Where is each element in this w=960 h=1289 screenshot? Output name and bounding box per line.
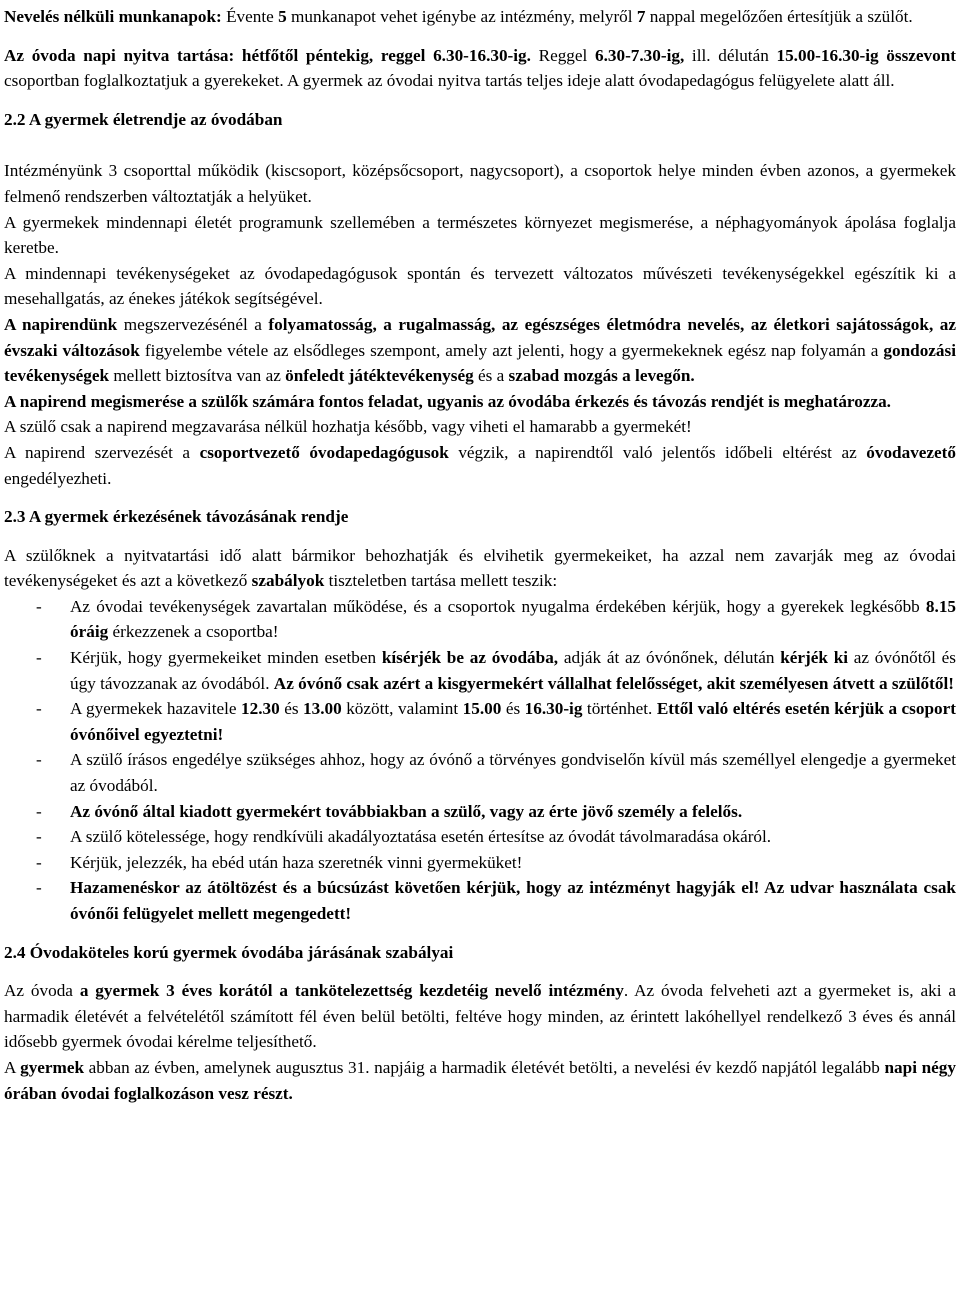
text-run: Intézményünk 3 csoporttal működik (kiscsoport, középsőcsoport, nagycsoport), a csoportok helye minden évben azonos, a gyermekek felmenő rendszerben változtatják a helyüket. [4,161,956,206]
bold-text-run: 15.00-16.30-ig összevont [776,45,957,65]
bold-text-run: gondozási tevékenységek [4,340,956,386]
bold-text-run: a gyermek 3 éves korától a tankötelezettség kezdetéig nevelő intézmény [79,981,624,1001]
bold-text-run: önfeledt játéktevékenység [285,366,474,386]
bold-text-run: Az óvoda napi nyitva tartása: hétfőtől péntekig, reggel 6.30-16.30-ig. [4,45,531,65]
text-run: megszervezésénél a [117,314,269,334]
list-dash: - [36,648,42,668]
text-run: A napirend szervezését a [4,442,200,462]
section-2-2-paragraph-4 [4,312,956,389]
list-dash: - [36,750,42,770]
text-run: és [501,699,525,719]
rules-list [4,594,956,927]
spacer [4,132,956,158]
list-item-text [70,802,742,821]
list-item [4,696,956,747]
section-2-4-paragraph-2 [4,1055,956,1106]
text-run: Kérjük, hogy gyermekeiket minden esetben [70,648,382,668]
text-run: figyelembe vétele az elsődleges szempont, amely azt jelenti, hogy a gyermekeknek egész nap folyamán a [139,340,884,360]
bold-text-run: 16.30-ig [524,699,583,719]
bold-text-run: 6.30-7.30-ig, [594,45,685,65]
list-item-text [70,853,522,872]
list-item-text [70,648,956,693]
text-run: Évente [221,7,279,26]
list-dash: - [36,699,42,719]
bold-text-run: 8.15 óráig [70,596,956,642]
section-2-4-heading: 2.4 Óvodaköteles korú gyermek óvodába járásának szabályai [4,942,454,962]
section-2-2-paragraph-1 [4,158,956,209]
spacer [4,927,956,940]
text-run: történhet. [582,699,657,719]
bold-text-run: kísérjék be az óvodába, [381,648,559,668]
list-item-text [70,597,956,642]
text-run: mellett biztosítva van az [109,366,286,386]
bold-text-run: 13.00 [303,699,342,719]
text-run: A szülő írásos engedélye szükséges ahhoz, hogy az óvónő a törvényes gondviselőn kívül más személlyel elengedje a gyermeket az óvodából. [70,750,956,796]
section-2-4-paragraph-1 [4,978,956,1055]
bold-text-run: gyermek [20,1057,85,1077]
text-run: az óvónőtől és úgy távozzanak az óvodából. [70,648,956,693]
text-run: A szülő csak a napirend megzavarása nélkül hozhatja később, vagy viheti el hamarabb a gyermekét! [4,417,692,437]
text-run: nappal megelőzően értesítjük a szülőt. [645,7,913,26]
bold-text-run: Ettől való eltérés esetén kérjük a csoport óvónőivel egyeztetni! [70,699,956,744]
list-item-text [70,827,771,846]
text-run: csoportban foglalkoztatjuk a gyerekeket. A gyermek az óvodai nyitva tartás teljes ideje alatt óvodapedagógus felügyelete alatt áll. [4,71,895,91]
section-2-3-intro [4,543,956,594]
text-run: A mindennapi tevékenységeket az óvodapedagógusok spontán és tervezett változatos művészeti tevékenységekkel egészítik ki a mesehallgatás, az énekes játékok segítségével. [4,263,956,309]
list-item-text [70,878,956,923]
list-dash: - [36,878,42,898]
list-item [4,645,956,696]
section-2-2-paragraph-7 [4,440,956,491]
list-dash: - [36,852,42,872]
text-run: abban az évben, amelynek augusztus 31. napjáig a harmadik életévét betölti, a nevelési év kezdő napjától legalább [84,1057,885,1077]
text-run: . Az óvoda felveheti azt a gyermeket is, aki a harmadik életévét a felvételétől számított fél éven belül betölti, feltéve hogy minden, az érintett lakóhellyel rendelkező 3 éves és annál idősebb gyermek óvodai kérelme teljesíthető. [4,981,956,1052]
text-run: munkanapot vehet igénybe az intézmény, melyről [286,7,637,26]
bold-text-run: A napirend megismerése a szülők számára fontos feladat, ugyanis az óvodába érkezés és távozás rendjét is meghatározza. [4,391,891,411]
spacer [4,530,956,543]
section-2-2-heading: 2.2 A gyermek életrendje az óvodában [4,109,283,129]
list-item-text [70,750,956,795]
text-run: A [4,1057,21,1077]
text-run: között, valamint [341,699,463,719]
spacer [4,30,956,43]
text-run: A gyermekek mindennapi életét programunk szellemében a természetes környezet megismerése, a néphagyományok ápolása foglalja keretbe. [4,212,956,258]
list-dash: - [36,801,42,821]
bold-text-run: A napirendünk [4,314,118,334]
bold-text-run: Az óvónő csak azért a kisgyermekért vállalhat felelősséget, akit személyesen átvett a szülőtől! [273,673,954,693]
text-run: Az óvoda [4,981,80,1001]
list-item-text [70,699,956,744]
section-2-2-paragraph-3 [4,261,956,312]
section-2-3-heading: 2.3 A gyermek érkezésének távozásának rendje [4,507,349,527]
bold-text-run: Nevelés nélküli munkanapok: [4,7,222,26]
bold-text-run: Hazamenéskor az átöltözést és a búcsúzást követően kérjük, hogy az intézményt hagyják el! Az udvar használata csak óvónői felügyelet mellett megengedett! [70,878,956,923]
text-run: adják át az óvónőnek, délután [558,648,781,668]
spacer [4,491,956,504]
list-item [4,799,956,825]
section-2-2-paragraph-2 [4,210,956,261]
text-run: A szülő kötelessége, hogy rendkívüli akadályoztatása esetén értesítse az óvodát távolmaradása okáról. [70,827,772,847]
list-dash: - [36,596,42,616]
intro-paragraph-2 [4,43,956,94]
spacer [4,94,956,107]
bold-text-run: napi négy órában óvodai foglalkozáson vesz részt. [4,1057,956,1103]
text-run: és [279,699,304,719]
bold-text-run: szabad mozgás a levegőn. [508,366,695,386]
list-item [4,850,956,876]
list-item [4,747,956,798]
text-run: ill. délután [684,45,777,65]
bold-text-run: Az óvónő által kiadott gyermekért továbbiakban a szülő, vagy az érte jövő személy a felelős. [70,801,743,821]
bold-text-run: 12.30 [241,699,280,719]
text-run: tiszteletben tartása mellett teszik: [324,571,558,591]
bold-text-run: folyamatosság, a rugalmasság, az egészséges életmódra nevelés, az életkori sajátosságok, az évszaki változások [4,314,956,360]
text-run: Reggel [530,45,595,65]
section-2-2-paragraph-6 [4,414,956,440]
bold-text-run: óvodavezető [866,442,956,462]
text-run: A szülőknek a nyitvatartási idő alatt bármikor behozhatják és elvihetik gyermekeiket, ha azzal nem zavarják meg az óvodai tevékenységeket és azt a következő [4,545,956,591]
text-run: érkezzenek a csoportba! [108,622,279,642]
text-run: Az óvodai tevékenységek zavartalan működése, és a csoportok nyugalma érdekében kérjük, hogy a gyerekek legkésőbb [70,596,926,616]
list-item [4,875,956,926]
list-item [4,824,956,850]
bold-text-run: szabályok [251,571,325,591]
bold-text-run: kérjék ki [780,648,849,668]
spacer [4,965,956,978]
text-run: és a [473,366,509,386]
text-run: A gyermekek hazavitele [70,699,242,719]
intro-paragraph-1 [4,4,956,30]
text-run: Kérjük, jelezzék, ha ebéd után haza szeretnék vinni gyermeküket! [70,852,523,872]
bold-text-run: 15.00 [462,699,502,719]
list-item [4,594,956,645]
list-dash: - [36,827,42,847]
bold-text-run: 5 [278,7,287,26]
section-2-2-paragraph-5 [4,389,956,415]
text-run: végzik, a napirendtől való jelentős időbeli eltérést az [448,442,867,462]
text-run: engedélyezheti. [4,468,112,488]
bold-text-run: csoportvezető óvodapedagógusok [199,442,449,462]
bold-text-run: 7 [636,7,646,26]
